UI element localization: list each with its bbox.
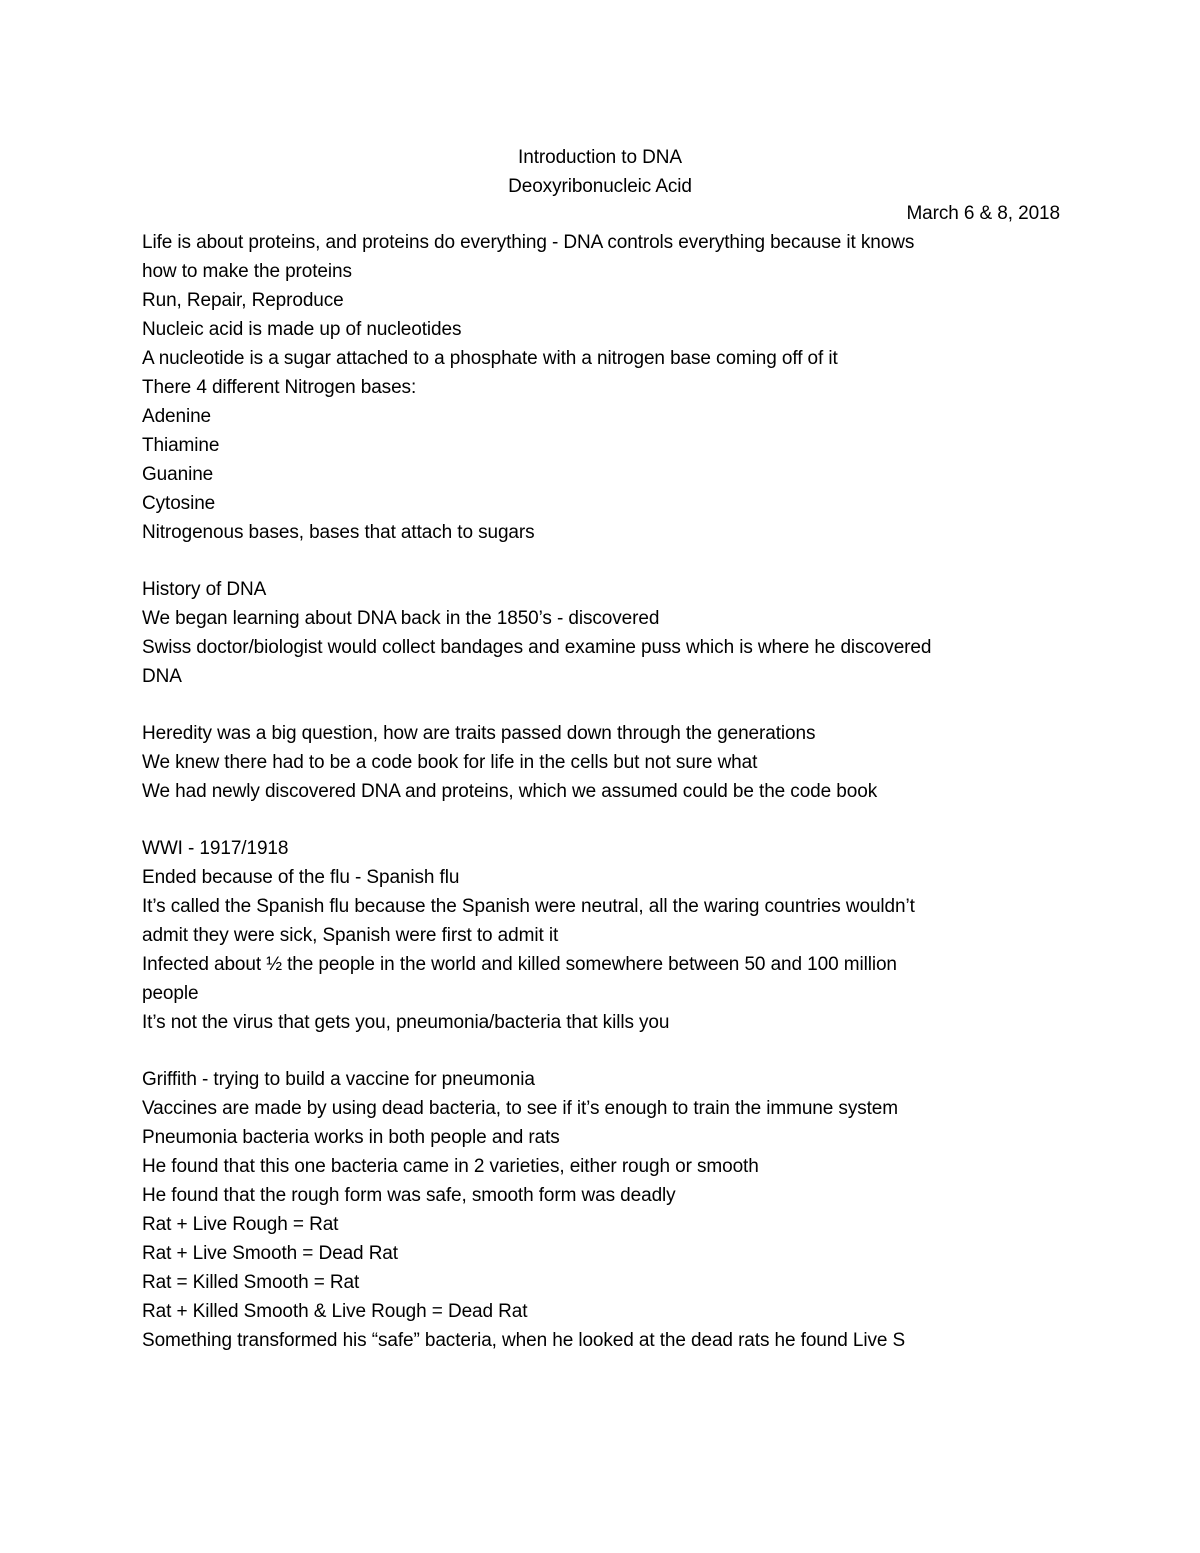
text-line: Guanine xyxy=(142,464,214,485)
text-line: It’s called the Spanish flu because the Spanish were neutral, all the waring countries wouldn’t xyxy=(142,896,915,917)
text-line: History of DNA xyxy=(142,579,267,600)
text-line: Ended because of the flu - Spanish flu xyxy=(142,867,460,888)
text-line: We had newly discovered DNA and proteins, which we assumed could be the code book xyxy=(142,781,878,802)
text-line: Pneumonia bacteria works in both people and rats xyxy=(142,1127,560,1148)
text-line: We began learning about DNA back in the 1850’s - discovered xyxy=(142,608,660,629)
text-line: Swiss doctor/biologist would collect bandages and examine puss which is where he discovered xyxy=(142,637,932,658)
text-line: Thiamine xyxy=(142,435,220,456)
text-line: Griffith - trying to build a vaccine for pneumonia xyxy=(142,1069,535,1090)
text-line: Adenine xyxy=(142,406,212,427)
title-block xyxy=(0,143,1200,201)
document-date: March 6 & 8, 2018 xyxy=(906,203,1060,224)
text-line: how to make the proteins xyxy=(142,261,352,282)
text-line: WWI - 1917/1918 xyxy=(142,838,289,859)
text-line: Rat + Live Rough = Rat xyxy=(142,1214,339,1235)
text-line: DNA xyxy=(142,666,182,687)
text-line: people xyxy=(142,983,199,1004)
document-title: Introduction to DNA xyxy=(518,147,682,168)
text-line: admit they were sick, Spanish were first to admit it xyxy=(142,925,559,946)
text-line: Rat + Live Smooth = Dead Rat xyxy=(142,1243,398,1264)
text-line: He found that the rough form was safe, smooth form was deadly xyxy=(142,1185,676,1206)
text-line: Nitrogenous bases, bases that attach to sugars xyxy=(142,522,535,543)
document-body xyxy=(142,228,1062,1355)
text-line: He found that this one bacteria came in 2 varieties, either rough or smooth xyxy=(142,1156,759,1177)
text-line: Heredity was a big question, how are traits passed down through the generations xyxy=(142,723,816,744)
text-line: Something transformed his “safe” bacteria, when he looked at the dead rats he found Live S xyxy=(142,1330,906,1351)
document-subtitle: Deoxyribonucleic Acid xyxy=(508,176,692,197)
text-line: Nucleic acid is made up of nucleotides xyxy=(142,319,462,340)
paragraph-gap xyxy=(142,547,1062,575)
text-line: Run, Repair, Reproduce xyxy=(142,290,344,311)
text-line: Rat = Killed Smooth = Rat xyxy=(142,1272,360,1293)
text-line: It’s not the virus that gets you, pneumonia/bacteria that kills you xyxy=(142,1012,670,1033)
text-line: Life is about proteins, and proteins do everything - DNA controls everything because it knows xyxy=(142,232,915,253)
text-line: A nucleotide is a sugar attached to a phosphate with a nitrogen base coming off of it xyxy=(142,348,838,369)
text-line: Rat + Killed Smooth & Live Rough = Dead Rat xyxy=(142,1301,528,1322)
text-line: We knew there had to be a code book for life in the cells but not sure what xyxy=(142,752,758,773)
paragraph-gap xyxy=(142,1037,1062,1065)
text-line: There 4 different Nitrogen bases: xyxy=(142,377,417,398)
paragraph-gap xyxy=(142,806,1062,834)
text-line: Vaccines are made by using dead bacteria, to see if it’s enough to train the immune system xyxy=(142,1098,898,1119)
text-line: Cytosine xyxy=(142,493,216,514)
text-line: Infected about ½ the people in the world and killed somewhere between 50 and 100 million xyxy=(142,954,897,975)
paragraph-gap xyxy=(142,691,1062,719)
